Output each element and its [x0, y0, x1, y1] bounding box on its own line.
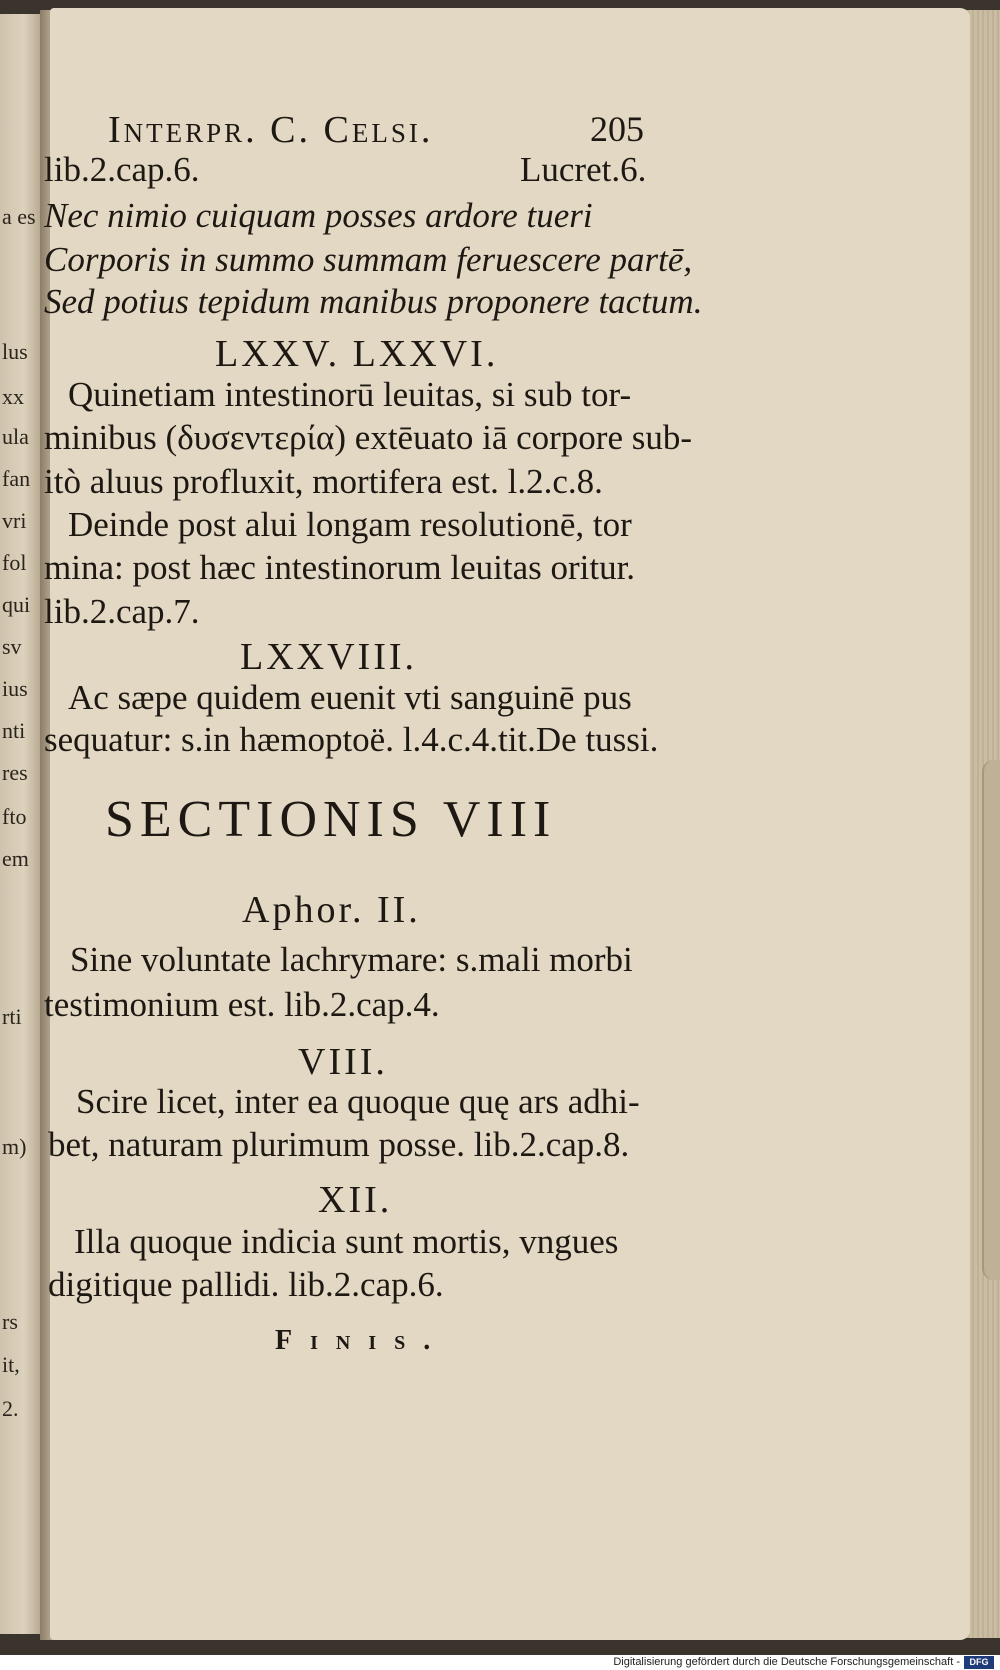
facing-fragment: ula — [2, 424, 29, 449]
facing-fragment: rs — [2, 1309, 18, 1334]
text-line: Lucret.6. — [520, 150, 647, 189]
digitization-credit: Digitalisierung gefördert durch die Deutsche Forschungsgemeinschaft - — [613, 1656, 960, 1668]
facing-fragment: nti — [2, 718, 26, 743]
text-line: bet, naturam plurimum posse. lib.2.cap.8. — [48, 1125, 630, 1164]
facing-fragment: 2. — [2, 1396, 19, 1421]
facing-fragment: rti — [2, 1004, 22, 1029]
facing-fragment: qui — [2, 592, 31, 617]
clasp-tab — [982, 760, 1000, 1280]
facing-fragment: xx — [2, 384, 24, 409]
text-line: digitique pallidi. lib.2.cap.6. — [48, 1265, 444, 1304]
facing-fragment: it, — [2, 1352, 20, 1377]
facing-fragment: fto — [2, 804, 27, 829]
text-line: Deinde post alui longam resolutionē, tor — [68, 505, 632, 544]
running-head: Interpr. C. Celsi. — [108, 109, 434, 151]
dfg-logo-icon: DFG — [964, 1656, 994, 1669]
aphorism-heading: LXXV. LXXVI. — [215, 333, 499, 375]
facing-fragment: fan — [2, 466, 31, 491]
facing-fragment: vri — [2, 508, 27, 533]
facing-fragment: sv — [2, 634, 22, 659]
aphorism-heading: LXXVIII. — [240, 636, 418, 678]
facing-fragment: fol — [2, 550, 27, 575]
section-title: SECTIONIS VIII — [105, 791, 557, 848]
text-line: sequatur: s.in hæmoptoë. l.4.c.4.tit.De tussi. — [44, 720, 659, 759]
text-line: Corporis in summo summam feruescere partē, — [44, 240, 693, 279]
facing-fragment: ius — [2, 676, 28, 701]
text-line: mina: post hæc intestinorum leuitas oritur. — [44, 548, 636, 587]
text-line: Nec nimio cuiquam posses ardore tueri — [44, 196, 593, 235]
text-line: Quinetiam intestinorū leuitas, si sub tor- — [68, 375, 632, 414]
text-line: itò aluus profluxit, mortifera est. l.2.c.8. — [44, 462, 603, 501]
text-line: lib.2.cap.6. — [44, 150, 200, 189]
text-line: minibus (δυσεντερία) extēuato iā corpore sub- — [44, 418, 693, 457]
text-line: Sine voluntate lachrymare: s.mali morbi — [70, 940, 633, 979]
aphorism-heading: XII. — [318, 1179, 393, 1221]
aphorism-heading: VIII. — [298, 1041, 388, 1083]
page-number: 205 — [590, 109, 644, 149]
text-line: Sed potius tepidum manibus proponere tactum. — [44, 282, 703, 321]
facing-fragment: a es — [2, 204, 36, 229]
aphorism-heading: Aphor. II. — [242, 889, 421, 931]
text-line: lib.2.cap.7. — [44, 592, 200, 631]
finis-mark: Finis. — [275, 1325, 449, 1356]
facing-fragment: res — [2, 760, 28, 785]
facing-page-edge — [0, 14, 40, 1634]
text-line: Scire licet, inter ea quoque quę ars adhi- — [76, 1082, 640, 1121]
facing-fragment: lus — [2, 339, 28, 364]
text-line: testimonium est. lib.2.cap.4. — [44, 985, 440, 1024]
text-line: Illa quoque indicia sunt mortis, vngues — [74, 1222, 619, 1261]
facing-fragment: em — [2, 846, 29, 871]
text-line: Ac sæpe quidem euenit vti sanguinē pus — [68, 678, 632, 717]
facing-fragment: m) — [2, 1134, 27, 1159]
